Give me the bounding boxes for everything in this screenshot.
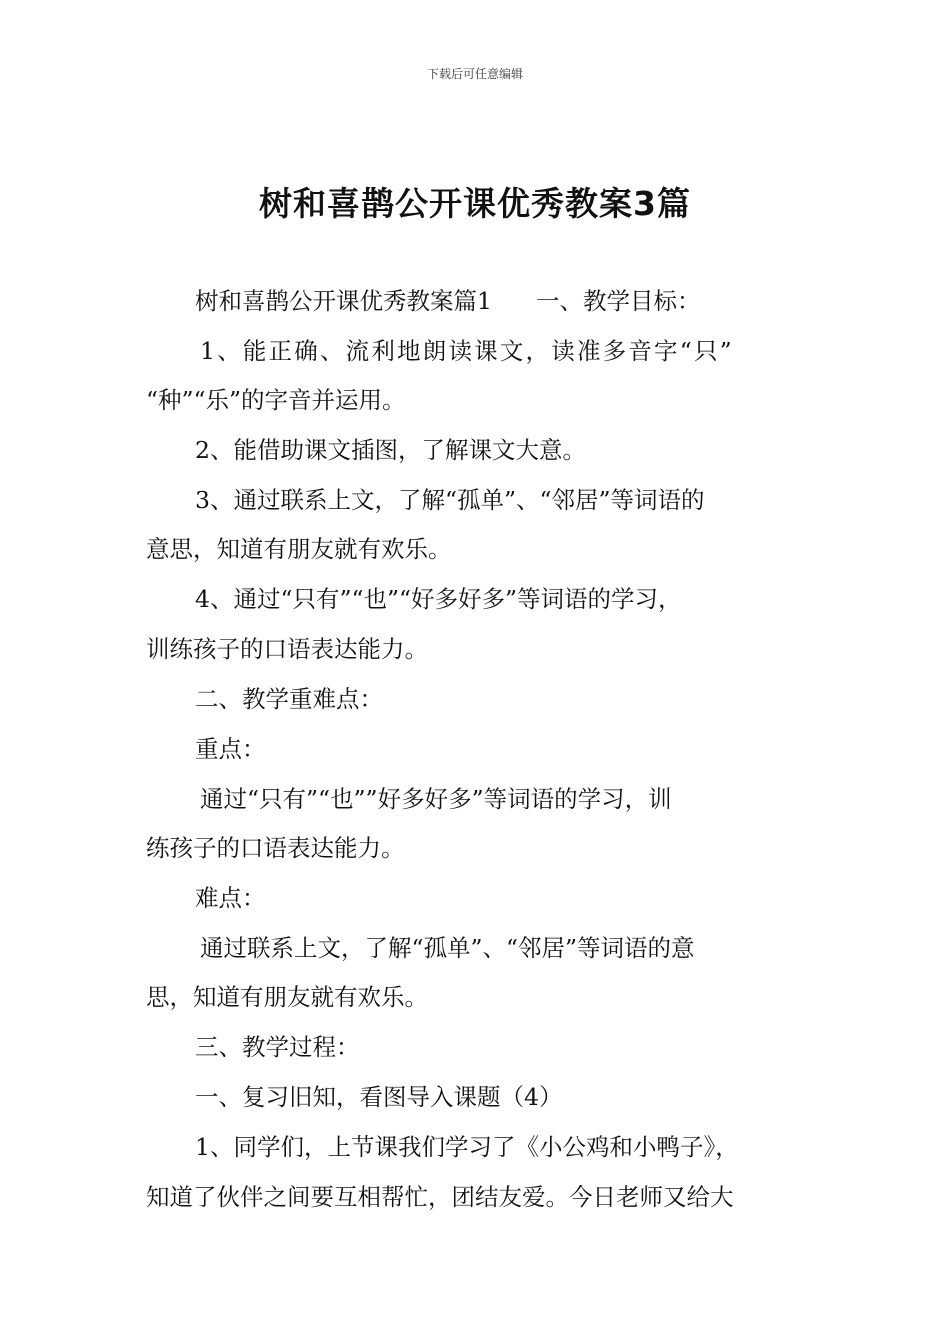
goals-heading: 一、教学目标：	[535, 287, 701, 315]
section-heading-line	[195, 286, 700, 316]
difficult-point-label: 难点：	[195, 884, 266, 912]
key-point-line-2: 练孩子的口语表达能力。	[146, 834, 405, 862]
goal-1-line-1: 1、能正确、流利地朗读课文，读准多音字“只”	[200, 337, 734, 365]
goal-1-line-2: “种”“乐”的字音并运用。	[146, 386, 406, 414]
key-point-label: 重点：	[195, 735, 266, 763]
step-1-heading: 一、复习旧知，看图导入课题（4）	[195, 1083, 563, 1111]
goal-3-line-2: 意思，知道有朋友就有欢乐。	[146, 535, 452, 563]
goal-4-line-1: 4、通过“只有”“也”“好多好多”等词语的学习，	[195, 585, 682, 613]
goal-2: 2、能借助课文插图，了解课文大意。	[195, 436, 586, 464]
difficult-point-line-2: 思，知道有朋友就有欢乐。	[146, 983, 428, 1011]
paragraph-1-line-1: 1、同学们，上节课我们学习了《小公鸡和小鸭子》，	[195, 1133, 739, 1161]
key-point-line-1: 通过“只有”“也””好多好多”等词语的学习，训	[200, 785, 672, 813]
header-note: 下载后可任意编辑	[426, 67, 523, 81]
document-title: 树和喜鹊公开课优秀教案3篇	[259, 184, 691, 223]
section-heading: 树和喜鹊公开课优秀教案篇1	[195, 287, 492, 315]
paragraph-1-line-2: 知道了伙伴之间要互相帮忙，团结友爱。今日老师又给大	[146, 1183, 734, 1211]
goal-3-line-1: 3、通过联系上文，了解“孤单”、“邻居”等词语的	[195, 486, 705, 514]
difficult-point-line-1: 通过联系上文，了解“孤单”、“邻居”等词语的意	[200, 934, 695, 962]
process-heading: 三、教学过程：	[195, 1033, 360, 1061]
goal-4-line-2: 训练孩子的口语表达能力。	[146, 635, 428, 663]
difficulty-heading: 二、教学重难点：	[195, 685, 383, 713]
